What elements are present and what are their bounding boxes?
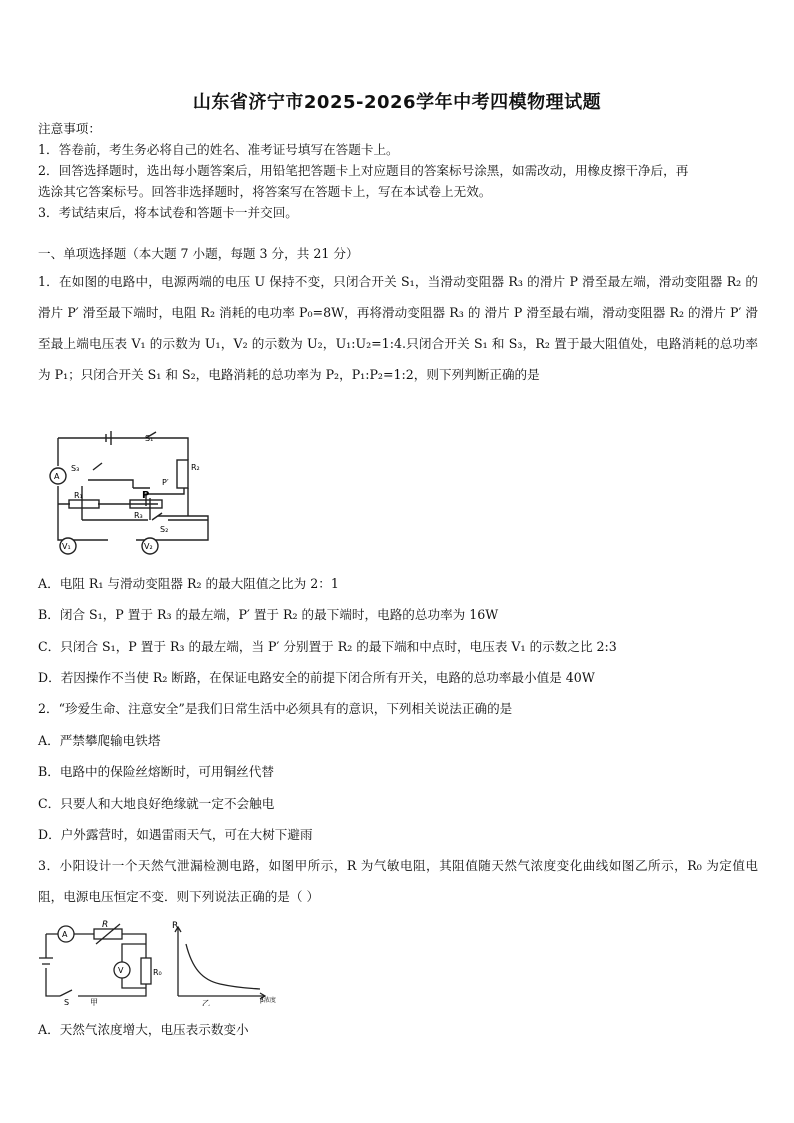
fig1-label: S₃ (71, 464, 80, 473)
question-3-stem: 3．小阳设计一个天然气泄漏检测电路，如图甲所示，R 为气敏电阻，其阻值随天然气浓度变化曲线如图乙所示，R₀ 为定值电阻，电源电压恒定不变．则下列说法正确的是（ ） (38, 858, 758, 904)
q3-option-a: A．天然气浓度增大，电压表示数变小 (38, 1022, 249, 1037)
fig1-label: P (142, 490, 150, 501)
q1-option-b: B．闭合 S₁，P 置于 R₃ 的最左端，P′ 置于 R₂ 的最下端时，电路的总功率为 16W (38, 607, 499, 622)
notice-item: 选涂其它答案标号。回答非选择题时，将答案写在答题卡上，写在本试卷上无效。 (38, 184, 492, 199)
section-heading: 一、单项选择题（本大题 7 小题，每题 3 分，共 21 分） (38, 246, 359, 261)
fig3-label: R₀ (153, 968, 162, 977)
notice-item: 2．回答选择题时，选出每小题答案后，用铅笔把答题卡上对应题目的答案标号涂黑，如需改动，用橡皮擦干净后，再 (38, 163, 689, 178)
fig1-label: P′ (162, 478, 169, 487)
q1-option-a: A．电阻 R₁ 与滑动变阻器 R₂ 的最大阻值之比为 2：1 (38, 576, 339, 591)
fig1-label: S₂ (160, 525, 169, 534)
q1-circuit-figure (38, 428, 218, 560)
q2-option-a: A．严禁攀爬输电铁塔 (38, 733, 161, 748)
question-2-stem: 2．“珍爱生命、注意安全”是我们日常生活中必须具有的意识，下列相关说法正确的是 (38, 701, 513, 716)
fig1-label: V₂ (144, 542, 153, 551)
q3-circuit-figure-jia (38, 918, 166, 1006)
fig1-label: A (54, 472, 60, 481)
q1-option-c: C．只闭合 S₁，P 置于 R₃ 的最左端，当 P′ 分别置于 R₂ 的最下端和中点时，电压表 V₁ 的示数之比 2:3 (38, 639, 617, 654)
fig1-label: R₁ (74, 491, 83, 500)
q2-option-b: B．电路中的保险丝熔断时，可用铜丝代替 (38, 764, 274, 779)
fig3-label: 甲 (90, 998, 98, 1006)
notice-item: 1．答卷前，考生务必将自己的姓名、准考证号填写在答题卡上。 (38, 142, 399, 157)
fig3-label: β浓度 (260, 997, 276, 1004)
q2-option-d: D．户外露营时，如遇雷雨天气，可在大树下避雨 (38, 827, 313, 842)
fig3-label: S (64, 998, 70, 1006)
question-1-stem: 1．在如图的电路中，电源两端的电压 U 保持不变，只闭合开关 S₁，当滑动变阻器 R₃ 的滑片 P 滑至最左端，滑动变阻器 R₂ 的滑片 P′ 滑至最下端时，电阻 R₂ 消耗的电功率 P₀=8W，再将滑动变阻器 R₃ 的 滑片 P 滑至最右端，滑动变阻器 R₂ 的滑片 P′ 滑至最上端电压表 V₁ 的示数为 U₁，V₂ 的示数为 U₂，U₁:U₂=1:4.只闭合开关 S₁ 和 S₃，R₂ 置于最大阻值处，电路消耗的总功率为 P₁；只闭合开关 S₁ 和 S₂，电路消耗的总功率为 P₂，P₁:P₂=1:2，则下列判断正确的是 (38, 274, 758, 382)
fig3-label: R (172, 921, 179, 931)
fig3-label: 乙 (202, 999, 210, 1006)
fig3-label: R (102, 920, 109, 930)
fig3-label: A (62, 930, 68, 939)
fig1-label: V₁ (62, 542, 71, 551)
fig3-label: V (118, 966, 124, 975)
q1-option-d: D．若因操作不当使 R₂ 断路，在保证电路安全的前提下闭合所有开关，电路的总功率最小值是 40W (38, 670, 595, 685)
q3-curve-figure-yi (168, 918, 290, 1006)
fig1-label: S₁ (145, 434, 154, 443)
notice-item: 3．考试结束后，将本试卷和答题卡一并交回。 (38, 205, 298, 220)
fig1-label: R₂ (191, 463, 200, 472)
q2-option-c: C．只要人和大地良好绝缘就一定不会触电 (38, 796, 275, 811)
fig1-label: R₃ (134, 511, 143, 520)
notice-heading: 注意事项： (38, 121, 101, 136)
page-title: 山东省济宁市2025-2026学年中考四模物理试题 (192, 92, 602, 113)
